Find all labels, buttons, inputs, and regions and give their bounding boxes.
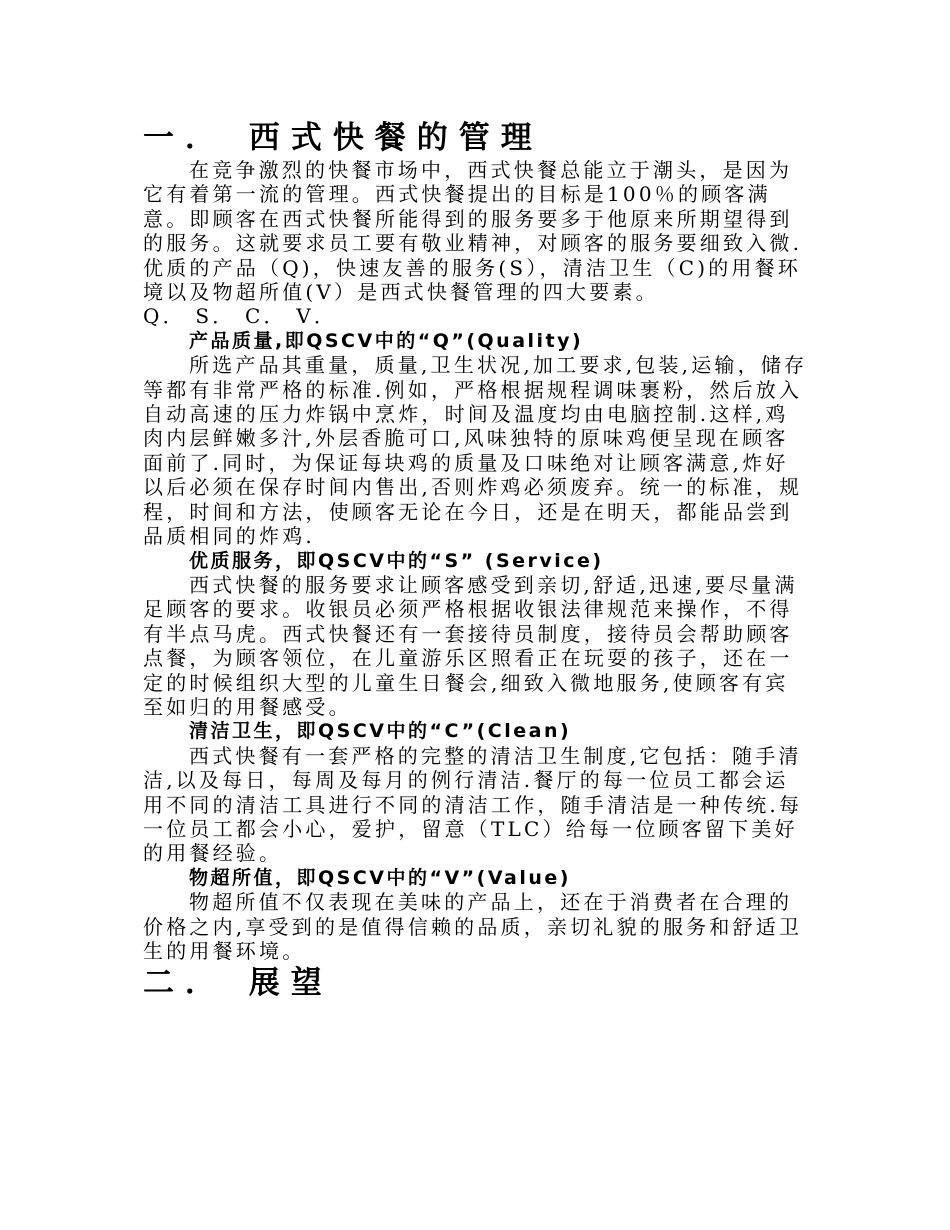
value-paragraph: 物超所值不仅表现在美味的产品上，还在于消费者在合理的价格之内,享受到的是值得信赖的品质，亲切礼貌的服务和舒适卫生的用餐环境。 — [143, 890, 803, 963]
clean-paragraph: 西式快餐有一套严格的完整的清洁卫生制度,它包括：随手清洁,以及每日，每周及每月的例行清洁.餐厅的每一位员工都会运用不同的清洁工具进行不同的清洁工作，随手清洁是一种传统.每一位员工都会小心，爱护，留意（TLC）给每一位顾客留下美好的用餐经验。 — [143, 743, 803, 866]
service-subheading: 优质服务，即QSCV中的“S” (Service) — [189, 549, 604, 572]
qscv-acronym: Q． S． C． V． — [143, 304, 338, 329]
document-page — [143, 118, 833, 1003]
clean-subheading: 清洁卫生，即QSCV中的“C”(Clean) — [189, 720, 572, 743]
quality-subheading: 产品质量,即QSCV中的“Q”(Quality) — [189, 329, 584, 352]
quality-paragraph: 所选产品其重量，质量,卫生状况,加工要求,包装,运输，储存等都有非常严格的标准.例如，严格根据规程调味裹粉，然后放入自动高速的压力炸锅中烹炸，时间及温度均由电脑控制.这样,鸡肉内层鲜嫩多汁,外层香脆可口,风味独特的原味鸡便呈现在顾客面前了.同时，为保证每块鸡的质量及口味绝对让顾客满意,炸好以后必须在保存时间内售出,否则炸鸡必须废弃。统一的标准，规程，时间和方法，使顾客无论在今日，还是在明天，都能品尝到品质相同的炸鸡. — [143, 353, 808, 549]
intro-paragraph: 在竞争激烈的快餐市场中，西式快餐总能立于潮头，是因为它有着第一流的管理。西式快餐提出的目标是100％的顾客满意。即顾客在西式快餐所能得到的服务要多于他原来所期望得到的服务。这就要求员工要有敬业精神，对顾客的服务要细致入微.优质的产品（Q)，快速友善的服务(S），清洁卫生（C)的用餐环境以及物超所值(V）是西式快餐管理的四大要素。 — [143, 158, 803, 305]
section-heading-outlook: 二． 展望 — [143, 965, 333, 1002]
value-subheading: 物超所值，即QSCV中的“V”(Value) — [189, 866, 571, 889]
section-heading-management: 一． 西式快餐的管理 — [143, 120, 543, 156]
service-paragraph: 西式快餐的服务要求让顾客感受到亲切,舒适,迅速,要尽量满足顾客的要求。收银员必须严格根据收银法律规范来操作，不得有半点马虎。西式快餐还有一套接待员制度，接待员会帮助顾客点餐，为顾客领位，在儿童游乐区照看正在玩耍的孩子，还在一定的时候组织大型的儿童生日餐会,细致入微地服务,使顾客有宾至如归的用餐感受。 — [143, 572, 798, 719]
